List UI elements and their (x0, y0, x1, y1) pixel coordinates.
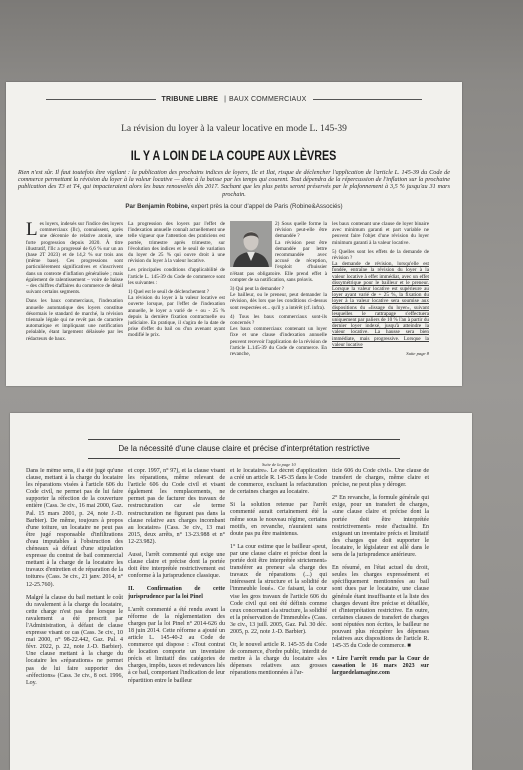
headline-container (6, 146, 462, 164)
bottom-column-4 (332, 468, 429, 768)
paragraph: 1° La cour estime que le bailleur «peut, par une clause claire et précise dont la portée doit être interprétée strictement» transférer au preneur «la charge des travaux de réparations (...) qui intéressent la structure et la solidité de l'immeuble loué». Ce faisant, la cour vise les gros travaux de l'article 606 du Code civil qui ont été définis comme ceux concernant «la structure, la solidité et la préservation de l'immeuble» (Cass. 3e civ., 13 juill. 2005, Gaz. Pal. 30 déc. 2005, p. 22, note J.-D. Barbier). (230, 543, 327, 635)
drop-cap: L (26, 221, 38, 240)
byline-role: expert près la cour d'appel de Paris (Robine&Associés) (191, 203, 343, 210)
top-column-4 (332, 221, 429, 381)
paragraph: Le bailleur, ou le preneur, peut demander la révision, dès lors que les conditions ci-dessus sont respectées et... qu'il y a intérêt (cf. infra). (230, 292, 327, 311)
paragraph-text: es loyers, indexés sur l'indice des loyers commerciaux (Ilc), connaissent, après une décennie de relative atonie, une forte progression depuis 2020. À titre illustratif, l'Ilc a progressé de 6,6 % sur un an (base 2T 2023) et de 14,2 % sur trois ans (même base). Ces progressions sont particulièrement significatives et s'inscrivent dans un contexte d'inflation généralisée ; mais également de ralentissement – voire de baisse – des chiffres d'affaires du commerce de détail suivant certains segments. (26, 221, 123, 296)
paragraph: Les baux commerciaux contenant un loyer fixe et une clause d'indexation annuelle peuvent recevoir l'application de la révision de l'article L.145-39 du Code de commerce. En revanche, (230, 326, 327, 358)
paragraph: Malgré la clause du bail mettant le coût du ravalement à la charge du locataire, cette charge n'est pas due lorsque le ravalement a été prescrit par l'Administration, à défaut de clause expresse visant ce cas (Cass. 3e civ., 10 mai 2000, n° 98-22.442, Gaz. Pal. 4 févr. 2022, p. 22, note J.-D. Barbier). Une clause mettant à la charge du locataire les «réparations» ne permet pas de lui faire supporter des «réfections» (Cass. 3e civ., 8 oct. 1996, Loy. (26, 594, 123, 686)
continued-from-note: Suite de la page 10 (262, 462, 296, 467)
rubric-section: BAUX COMMERCIAUX (229, 96, 307, 103)
paragraph: les baux contenant une clause de loyer binaire avec minimum garanti et part variable ne peuvent faire l'objet d'une révision du loyer minimum garanti à la valeur locative. (332, 221, 429, 246)
question-heading: 2) Sous quelle forme la révision peut-elle être demandée ? (275, 221, 327, 240)
paragraph: 2° En revanche, la formule générale qui exige, pour un transfert de charges, «une clause claire et précise dont la portée doit être interprétée restrictivement» reste d'actualité. En exigeant un inventaire précis et limitatif des charges que doit supporter le locataire, le législateur est allé dans le sens de la jurisprudence antérieure. (332, 495, 429, 559)
underlined-paragraph: La demande de révision, lorsqu'elle est fondée, entraîne la révision du loyer à la valeur locative à effet immédiat, avec un effet dissymétrique pour le bailleur et le preneur. Lorsque la valeur locative est supérieure au loyer ayant varié de + 25 %, la fixation du loyer à la valeur locative sera soumise aux dispositions du «lissage du loyer», suivant lesquelles le rattrapage s'effectuera uniquement par paliers de 10 % l'an à partir du dernier loyer indexé, jusqu'à atteindre la valeur locative. La hausse sera bien immédiate, mais progressive. Lorsque la valeur locative (332, 261, 429, 348)
paragraph: et copr. 1997, n° 97), et la clause visant les réparations, même relevant de l'article 606 du Code civil et visant également les remplacements, ne permet pas de facturer des travaux de restructuration car «le terme restructuration ne figurant pas dans la clause relative aux charges incombant au locataire» (Cass. 3e civ., 13 mai 2015, deux arrêts, n° 13-23.988 et n° 12-23.982). (128, 468, 225, 545)
bottom-column-2 (128, 468, 225, 768)
paragraph: et le locataire». Le décret d'application a créé un article R. 145-35 dans le Code de commerce, excluant la refacturation de certaines charges au locataire. (230, 468, 327, 496)
article-byline (6, 203, 462, 210)
paragraph: ticle 606 du Code civil». Une clause de transfert de charges, même claire et précise, ne peut plus y déroger. (332, 468, 429, 489)
bottom-column-1 (26, 468, 123, 768)
bottom-article-columns (26, 468, 429, 768)
bottom-clipping (10, 413, 472, 770)
paragraph: La révision du loyer à la valeur locative est ouverte lorsque, par l'effet de l'indexation annuelle, le loyer a varié de + ou - 25 % depuis la dernière fixation contractuelle ou judiciaire. En pratique, il s'agira de la date de prise d'effet du bail ou d'un avenant ayant modifié le prix. (128, 295, 225, 339)
article-lead: Rien n'est sûr. Il faut toutefois être vigilant : la publication des prochains indices de loyers, Ilc et Ilat, risque de déclencher l'application de l'article L. 145-39 du Code de commerce permettant la révision du loyer à la valeur locative — donc à la baisse par les temps qui courent. Tout dépendra de la répercussion de l'inflation sur la prochaine publication des T3 et T4, qui impacteraient alors les baux renouvelés dès 2017. Sachant que les plus petits seront préservés par le plafonnement à 3,5 % jusqu'au 31 mars prochain. (18, 169, 450, 198)
top-column-3 (230, 221, 327, 381)
author-photo (230, 221, 272, 267)
paragraph: Si la solution retenue par l'arrêt commenté aurait certainement été la même sous le nouveau régime, certains motifs, en revanche, n'auraient sans doute pas pu être maintenus. (230, 502, 327, 537)
top-column-1 (26, 221, 123, 381)
top-article-columns (26, 221, 429, 381)
paragraph: Les principales conditions d'applicabilité de l'article L. 145-39 du Code de commerce sont les suivantes : (128, 267, 225, 286)
question-heading: 1) Quel est le seuil de déclenchement ? (128, 289, 210, 296)
paragraph: Aussi, l'arrêt commenté qui exige une clause claire et précise dont la portée doit être interprétée restrictivement est conforme à la jurisprudence classique. (128, 552, 225, 580)
paragraph: La révision peut être demandée par lettre recommandée avec accusé de réception, l'exploit d'huissier n'étant pas obligatoire. Elle prend effet à compter de sa notification, sans préavis. (230, 239, 327, 283)
paragraph: En résumé, en l'état actuel du droit, seules les charges expressément et spécifiquement mentionnées au bail sont dues par le locataire, une clause générale étant insuffisante et la liste des charges devant être précise et détaillée, et d'interprétation restrictive. En outre, certaines clauses de transfert de charges sont réputées non écrites, le bailleur ne pouvant plus récupérer les dépenses relatives aux dispositions de l'article R. 145-35 du Code de commerce. ■ (332, 565, 429, 650)
paragraph (26, 221, 123, 295)
bottom-column-3 (230, 468, 327, 768)
rubric-bar (46, 96, 422, 103)
paragraph: L'arrêt commenté a été rendu avant la réforme de la réglementation des charges par la loi Pinel n° 2014-626 du 18 juin 2014. Cette réforme a ajouté un article L. 145-40-2 au Code de commerce qui dispose : «Tout contrat de location comporte un inventaire précis et limitatif des catégories de charges, impôts, taxes et redevances liés à ce bail, comportant l'indication de leur répartition entre le bailleur (128, 606, 225, 684)
top-column-2 (128, 221, 225, 381)
rubric-separator: | (224, 96, 226, 103)
byline-author: Par Benjamin Robine, (125, 203, 190, 210)
paragraph: Or, le nouvel article R. 145-35 du Code de commerce, d'ordre public, interdit de mettre à la charge du locataire «les dépenses relatives aux grosses réparations mentionnées à l'ar- (230, 642, 327, 677)
question-heading: 5) Quelles sont les effets de la demande de révision ? (332, 248, 429, 262)
question-heading: 4) Tous les baux commerciaux sont-ils concernés ? (230, 313, 327, 327)
portrait-image (230, 221, 272, 267)
paragraph: La progression des loyers par l'effet de l'indexation annuelle connaît actuellement une telle vigueur que l'attention des praticiens est portée, trimestre après trimestre, sur l'évolution des indices et le seuil de variation du loyer de 25 % qui ouvre droit à une révision du loyer à la valeur locative. (128, 221, 225, 265)
continued-note: Suite page 8 (406, 351, 429, 357)
section-heading: II. Confirmation de cette jurisprudence par la loi Pinel (128, 586, 225, 600)
paragraph: Dans le même sens, il a été jugé qu'une clause, mettant à la charge du locataire les réparations visées à l'article 606 du Code civil, ne permet pas de lui faire supporter la réfection de la couverture entière (Cass. 3e civ., 16 mai 2000, Gaz. Pal. 15 mars 2001, p. 24, note J.-D. Barbier). De même, toujours à propos d'une toiture, un locataire ne peut pas être jugé responsable d'infiltrations d'eau imputables à l'obstruction des chéneaux «à défaut d'une stipulation expresse du contrat de bail commercial mettant à la charge de la locataire les travaux d'entretien et de réparation de la toiture» (Cass. 3e civ., 21 janv. 2014, n° 12-25.760). (26, 468, 123, 588)
question-heading: 3) Qui peut la demander ? (230, 286, 285, 293)
rubric-rule-left (46, 99, 156, 100)
rubric-label: TRIBUNE LIBRE (161, 96, 219, 103)
paragraph: Dans les baux commerciaux, l'indexation annuelle automatique des loyers constitue désormais le standard de marché, la révision triennale légale qui ne revêt pas de caractère automatique et impliquant une notification préalable, étant largement délaissée par les rédacteurs de baux. (26, 298, 123, 342)
read-more-note: • Lire l'arrêt rendu par la Cour de cassation le 16 mars 2023 sur larguedelamagine.com (332, 656, 429, 677)
article-title: De la nécessité d'une clause claire et précise d'interprétation restrictive (88, 439, 400, 459)
rubric-rule-right (313, 99, 423, 100)
article-headline: IL Y A LOIN DE LA COUPE AUX LÈVRES (131, 147, 337, 163)
article-kicker: La révision du loyer à la valeur locative en mode L. 145-39 (121, 124, 347, 134)
top-clipping (6, 82, 462, 386)
